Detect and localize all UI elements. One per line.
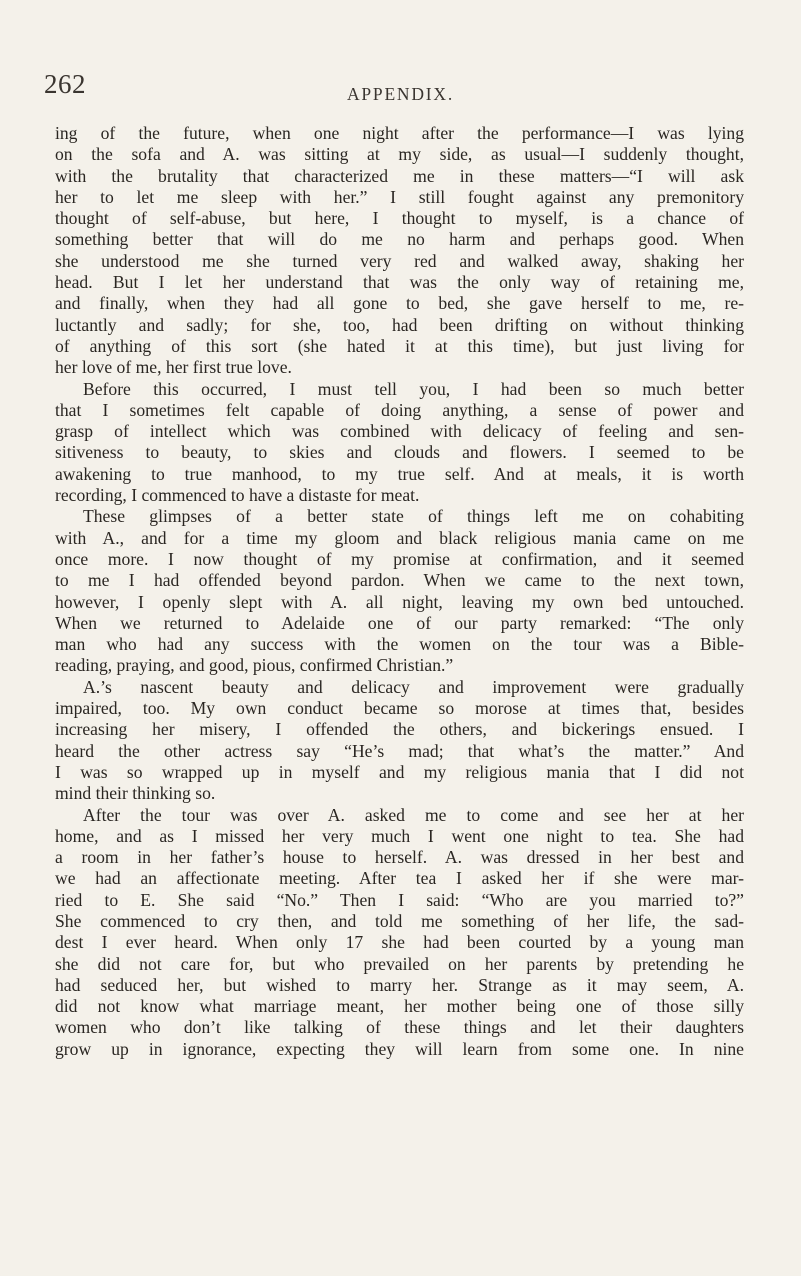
paragraph: [55, 506, 744, 676]
text-line: Before this occurred, I must tell you, I had been so much better: [83, 378, 744, 399]
text-line: of anything of this sort (she hated it at this time), but just living for: [55, 335, 744, 356]
text-line: once more. I now thought of my promise at confirmation, and it seemed: [55, 548, 744, 569]
text-line: I was so wrapped up in myself and my religious mania that I did not: [55, 761, 744, 782]
text-line: grasp of intellect which was combined with delicacy of feeling and sen-: [55, 421, 744, 442]
text-line: on the sofa and A. was sitting at my side, as usual—I suddenly thought,: [55, 144, 744, 165]
text-line: women who don’t like talking of these things and let their daughters: [55, 1017, 744, 1038]
text-line: something better that will do me no harm and perhaps good. When: [55, 229, 744, 250]
running-head: APPENDIX.: [346, 84, 455, 104]
text-line: increasing her misery, I offended the others, and bickerings ensued. I: [55, 719, 744, 740]
paragraph: [55, 379, 744, 507]
text-line: her to let me sleep with her.” I still fought against any premonitory: [55, 186, 744, 207]
text-line: head. But I let her understand that was the only way of retaining me,: [55, 272, 744, 293]
text-line: we had an affectionate meeting. After tea I asked her if she were mar-: [55, 868, 744, 889]
text-line: with A., and for a time my gloom and black religious mania came on me: [55, 527, 744, 548]
text-line: however, I openly slept with A. all night, leaving my own bed untouched.: [55, 591, 744, 612]
text-line: sitiveness to beauty, to skies and clouds and flowers. I seemed to be: [55, 442, 744, 463]
text-line: she understood me she turned very red and walked away, shaking her: [55, 250, 744, 271]
text-line: ried to E. She said “No.” Then I said: “Who are you married to?”: [55, 889, 744, 910]
text-line: she did not care for, but who prevailed on her parents by pretending he: [55, 953, 744, 974]
text-line: mind their thinking so.: [55, 783, 216, 804]
body-text: [55, 123, 744, 1060]
text-line: These glimpses of a better state of things left me on cohabiting: [83, 506, 744, 527]
text-line: recording, I commenced to have a distaste for meat.: [55, 485, 420, 506]
text-line: grow up in ignorance, expecting they will learn from some one. In nine: [55, 1038, 744, 1059]
text-line: man who had any success with the women on the tour was a Bible-: [55, 634, 744, 655]
text-line: After the tour was over A. asked me to come and see her at her: [83, 804, 744, 825]
text-line: She commenced to cry then, and told me something of her life, the sad-: [55, 910, 744, 931]
text-line: impaired, too. My own conduct became so morose at times that, besides: [55, 698, 744, 719]
paragraph: [55, 123, 744, 379]
paragraph: [55, 677, 744, 805]
text-line: did not know what marriage meant, her mother being one of those silly: [55, 996, 744, 1017]
text-line: a room in her father’s house to herself. A. was dressed in her best and: [55, 847, 744, 868]
text-line: luctantly and sadly; for she, too, had been drifting on without thinking: [55, 314, 744, 335]
text-line: home, and as I missed her very much I went one night to tea. She had: [55, 825, 744, 846]
text-line: ing of the future, when one night after the performance—I was lying: [55, 123, 744, 143]
text-line: and finally, when they had all gone to bed, she gave herself to me, re-: [55, 293, 744, 314]
text-line: reading, praying, and good, pious, confirmed Christian.”: [55, 655, 454, 676]
text-line: A.’s nascent beauty and delicacy and improvement were gradually: [83, 676, 744, 697]
page-number: 262: [44, 69, 86, 99]
paragraph: [55, 805, 744, 1061]
text-line: heard the other actress say “He’s mad; that what’s the matter.” And: [55, 740, 744, 761]
text-line: When we returned to Adelaide one of our party remarked: “The only: [55, 612, 744, 633]
text-line: with the brutality that characterized me in these matters—“I will ask: [55, 165, 744, 186]
text-line: that I sometimes felt capable of doing anything, a sense of power and: [55, 399, 744, 420]
text-line: dest I ever heard. When only 17 she had been courted by a young man: [55, 932, 744, 953]
text-line: her love of me, her first true love.: [55, 357, 292, 378]
text-line: thought of self-abuse, but here, I thought to myself, is a chance of: [55, 208, 744, 229]
text-line: had seduced her, but wished to marry her. Strange as it may seem, A.: [55, 974, 744, 995]
text-line: to me I had offended beyond pardon. When we came to the next town,: [55, 570, 744, 591]
text-line: awakening to true manhood, to my true self. And at meals, it is worth: [55, 463, 744, 484]
